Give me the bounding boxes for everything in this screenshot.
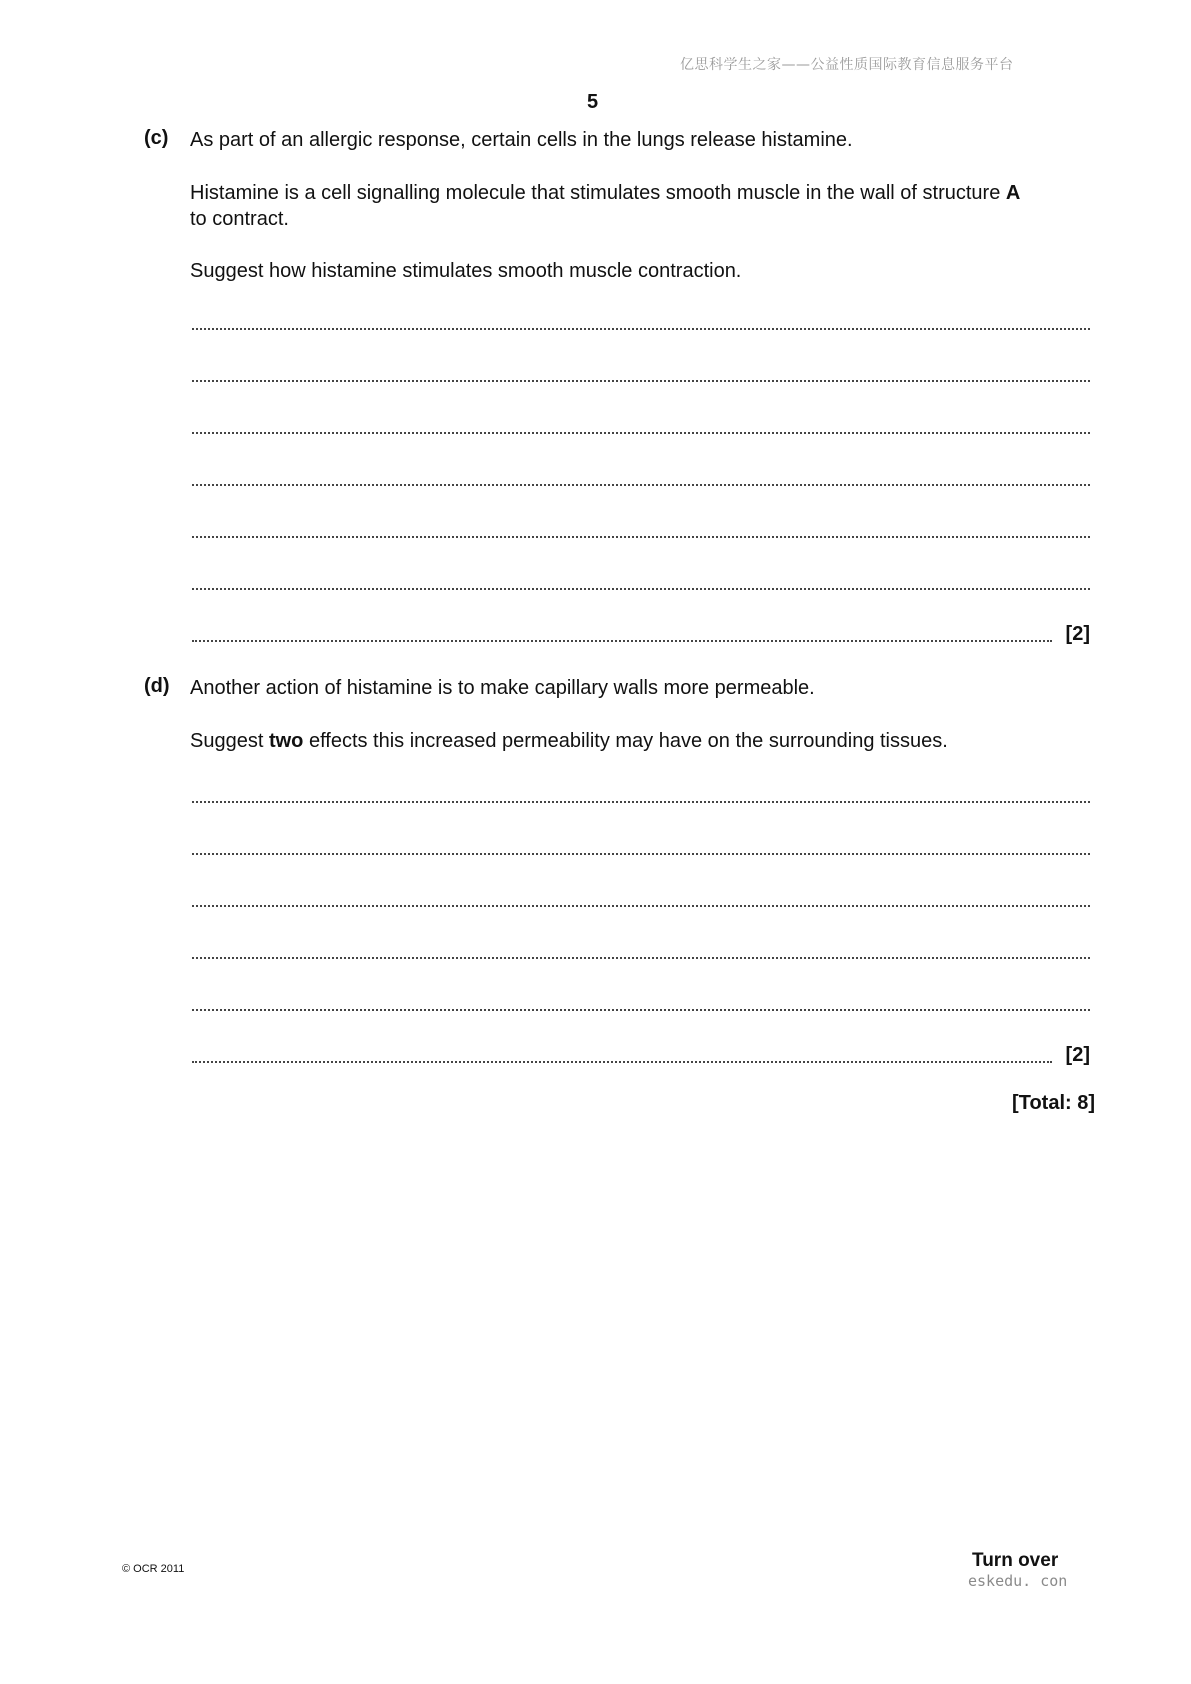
total-marks: [Total: 8]: [1012, 1092, 1095, 1114]
copyright: © OCR 2011: [122, 1563, 185, 1575]
structure-a-label: A: [1005, 182, 1021, 204]
site-watermark: eskedu. con: [968, 1572, 1068, 1590]
answer-line[interactable]: [190, 500, 1090, 552]
answer-lines-d[interactable]: [190, 765, 1090, 1077]
question-c-label: (c): [144, 127, 169, 149]
question-c-context: [190, 180, 1095, 232]
answer-lines-c[interactable]: [190, 292, 1090, 656]
answer-line[interactable]: [190, 817, 1090, 869]
answer-line[interactable]: [190, 292, 1090, 344]
answer-line[interactable]: [190, 1025, 1090, 1077]
question-c-context-text: Histamine is a cell signalling molecule that stimulates smooth muscle in the wall of structure: [190, 182, 1006, 204]
question-c-context-text-2: to contract.: [190, 208, 289, 230]
answer-line[interactable]: [190, 604, 1090, 656]
question-d-prompt-text-2: effects this increased permeability may have on the surrounding tissues.: [303, 730, 948, 752]
question-d-prompt: [190, 728, 1095, 754]
question-d-marks: [2]: [1065, 1044, 1090, 1066]
page-number: 5: [587, 91, 599, 113]
answer-line[interactable]: [190, 765, 1090, 817]
question-c-marks: [2]: [1065, 623, 1090, 645]
answer-line[interactable]: [190, 552, 1090, 604]
turn-over: Turn over: [972, 1550, 1059, 1571]
answer-line[interactable]: [190, 869, 1090, 921]
question-d-intro: Another action of histamine is to make capillary walls more permeable.: [190, 677, 815, 699]
answer-line[interactable]: [190, 396, 1090, 448]
question-d-prompt-text: Suggest: [190, 730, 269, 752]
question-c-prompt: Suggest how histamine stimulates smooth muscle contraction.: [190, 260, 742, 282]
answer-line[interactable]: [190, 344, 1090, 396]
question-d-label: (d): [144, 675, 170, 697]
question-d-emphasis: two: [268, 730, 304, 752]
answer-line[interactable]: [190, 921, 1090, 973]
watermark: 亿思科学生之家——公益性质国际教育信息服务平台: [680, 57, 1014, 73]
answer-line[interactable]: [190, 973, 1090, 1025]
answer-line[interactable]: [190, 448, 1090, 500]
question-c-intro: As part of an allergic response, certain cells in the lungs release histamine.: [190, 129, 853, 151]
